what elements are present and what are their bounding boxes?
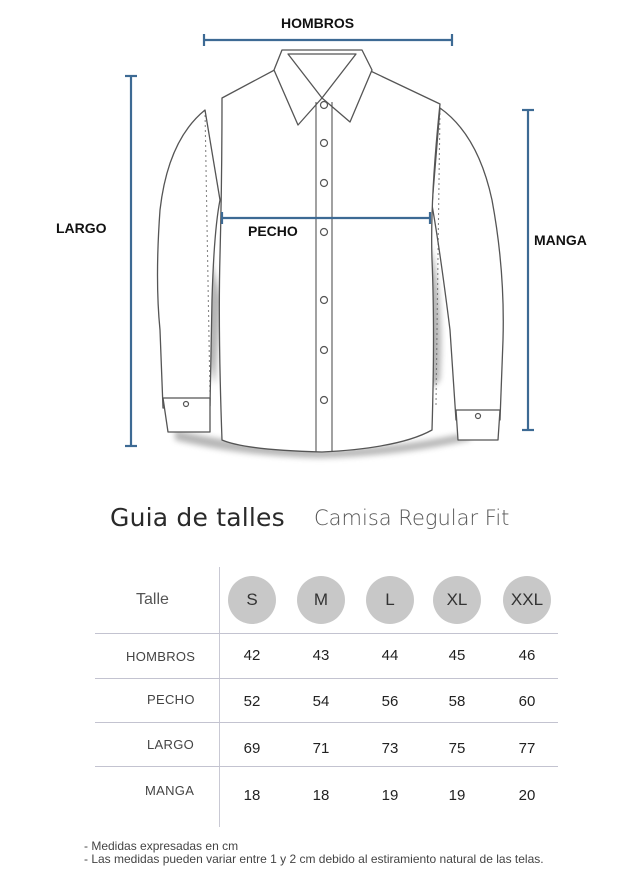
table-cell: 69 <box>243 740 261 757</box>
table-row-divider <box>95 766 558 767</box>
table-cell: 18 <box>243 787 261 804</box>
page-title: Guia de talles <box>110 503 285 532</box>
table-cell: 52 <box>243 693 261 710</box>
table-cell: 77 <box>518 740 536 757</box>
label-largo: LARGO <box>56 220 107 236</box>
table-row-divider <box>95 722 558 723</box>
row-label-manga: MANGA <box>145 783 195 798</box>
row-label-largo: LARGO <box>147 737 195 752</box>
label-hombros: HOMBROS <box>281 15 355 31</box>
label-pecho: PECHO <box>248 223 298 239</box>
row-label-pecho: PECHO <box>147 692 195 707</box>
table-cell: 60 <box>518 693 536 710</box>
table-cell: 46 <box>518 647 536 664</box>
table-cell: 73 <box>381 740 399 757</box>
size-badge-xxl: XXL <box>503 576 551 624</box>
page-subtitle: Camisa Regular Fit <box>314 506 510 530</box>
table-cell: 56 <box>381 693 399 710</box>
table-header-label: Talle <box>136 591 169 608</box>
label-manga: MANGA <box>534 232 587 248</box>
size-badge-l: L <box>366 576 414 624</box>
table-row-divider <box>95 678 558 679</box>
footnote-units: - Medidas expresadas en cm <box>84 839 239 853</box>
size-badge-s: S <box>228 576 276 624</box>
table-cell: 43 <box>312 647 330 664</box>
row-label-hombros: HOMBROS <box>126 649 196 664</box>
table-cell: 19 <box>448 787 466 804</box>
table-cell: 19 <box>381 787 399 804</box>
table-cell: 42 <box>243 647 261 664</box>
size-badge-m: M <box>297 576 345 624</box>
table-divider-vertical <box>219 567 220 827</box>
table-row-divider <box>95 633 558 634</box>
table-cell: 54 <box>312 693 330 710</box>
footnote-variation: - Las medidas pueden variar entre 1 y 2 cm debido al estiramiento natural de las telas. <box>84 852 544 866</box>
table-cell: 45 <box>448 647 466 664</box>
table-cell: 18 <box>312 787 330 804</box>
table-cell: 20 <box>518 787 536 804</box>
size-badge-xl: XL <box>433 576 481 624</box>
table-cell: 44 <box>381 647 399 664</box>
table-cell: 75 <box>448 740 466 757</box>
table-cell: 71 <box>312 740 330 757</box>
table-cell: 58 <box>448 693 466 710</box>
